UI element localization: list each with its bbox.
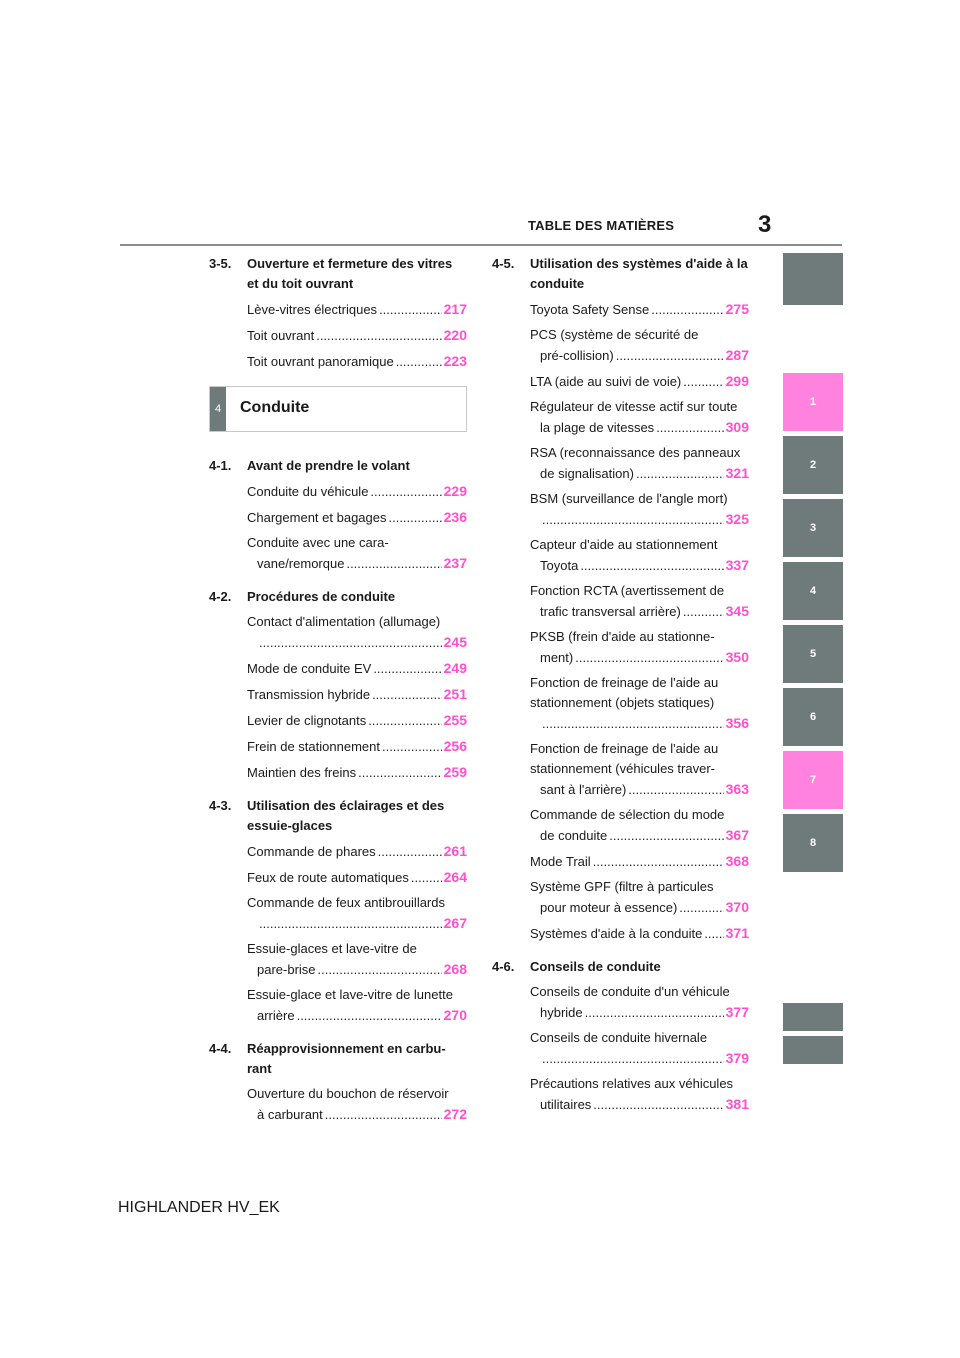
toc-entry-text: Commande de phares: [247, 844, 376, 859]
toc-entry-line: [530, 299, 749, 320]
dot-leader: [259, 633, 442, 653]
dot-leader: [683, 372, 723, 392]
toc-page-link[interactable]: 261: [443, 843, 467, 859]
toc-entry[interactable]: [530, 923, 749, 944]
dot-leader: [542, 714, 724, 734]
toc-entry-line: [530, 601, 749, 622]
chapter-tab-7[interactable]: 7: [783, 751, 843, 809]
toc-entry-text: Toit ouvrant panoramique: [247, 354, 394, 369]
section-gap: [209, 1031, 467, 1039]
chapter-tab-3[interactable]: 3: [783, 499, 843, 557]
section-gap: [492, 949, 749, 957]
toc-entry-line: [247, 762, 467, 783]
toc-entry[interactable]: [530, 325, 749, 366]
toc-entry-text: Mode de conduite EV: [247, 661, 372, 676]
toc-section-title: Procédures de conduite: [247, 589, 396, 604]
toc-entry-text: PCS (système de sécurité de: [530, 327, 699, 342]
toc-entry[interactable]: [247, 533, 467, 574]
toc-entry-text: Conseils de conduite hivernale: [530, 1030, 708, 1045]
toc-entry-line: [247, 913, 467, 934]
toc-entry[interactable]: [247, 1084, 467, 1125]
toc-entry-line: [530, 851, 749, 872]
toc-entry-text: hybride: [540, 1005, 583, 1020]
toc-page-link[interactable]: 249: [443, 660, 467, 676]
toc-entry-text: Fonction de freinage de l'aide au: [530, 675, 719, 690]
toc-entry[interactable]: [530, 627, 749, 668]
toc-entry-text: Conduite du véhicule: [247, 484, 369, 499]
toc-entry-line: [247, 867, 467, 888]
toc-entry[interactable]: [247, 351, 467, 372]
toc-entry-line: [247, 658, 467, 679]
toc-section-title: Conseils de conduite: [530, 959, 661, 974]
toc-page-link[interactable]: 309: [725, 419, 749, 435]
toc-entry-line: [530, 1094, 749, 1115]
toc-entry-line: [530, 1048, 749, 1069]
dot-leader: [411, 868, 442, 888]
toc-page-link[interactable]: 259: [443, 764, 467, 780]
toc-page-link[interactable]: 337: [725, 557, 749, 573]
dot-leader: [316, 326, 441, 346]
toc-entry[interactable]: [530, 739, 749, 800]
toc-entry[interactable]: [247, 762, 467, 783]
toc-entry[interactable]: [530, 1074, 749, 1115]
toc-section-number: 4-1.: [209, 458, 232, 473]
toc-entry-text: Lève-vitres électriques: [247, 302, 378, 317]
toc-entry[interactable]: [530, 851, 749, 872]
toc-section-number: 4-6.: [492, 959, 515, 974]
toc-entry-text: pour moteur à essence): [540, 900, 678, 915]
toc-entry-text: Transmission hybride: [247, 687, 371, 702]
chapter-tab-5[interactable]: 5: [783, 625, 843, 683]
toc-entry-line: [247, 299, 467, 320]
toc-entry[interactable]: [530, 299, 749, 320]
dot-leader: [585, 1003, 724, 1023]
toc-entry-text: BSM (surveillance de l'angle mort): [530, 491, 728, 506]
toc-page-link[interactable]: 370: [725, 899, 749, 915]
toc-entry-text: Régulateur de vitesse actif sur toute: [530, 399, 738, 414]
toc-entry-line: [247, 1005, 467, 1026]
toc-entry-text: de conduite: [540, 828, 608, 843]
chapter-tab-blank-bottom-1: [783, 1003, 843, 1031]
chapter-tab-blank-top: [783, 253, 843, 305]
toc-page-link[interactable]: 251: [443, 686, 467, 702]
dot-leader: [679, 898, 723, 918]
toc-page-link[interactable]: 220: [443, 327, 467, 343]
toc-entry-text: Fonction RCTA (avertissement de: [530, 583, 725, 598]
dot-leader: [358, 763, 442, 783]
dot-leader: [575, 648, 723, 668]
footer-model: HIGHLANDER HV_EK: [118, 1199, 280, 1216]
toc-entry-text: Ouverture du bouchon de réservoir: [247, 1086, 449, 1101]
toc-entry-text: Essuie-glaces et lave-vitre de: [247, 941, 417, 956]
chapter-heading-box: [209, 386, 467, 432]
dot-leader: [373, 659, 441, 679]
toc-entry[interactable]: [530, 1028, 749, 1069]
dot-leader: [593, 1095, 723, 1115]
toc-entry[interactable]: [530, 535, 749, 576]
toc-section-title: Utilisation des systèmes d'aide à la conduite: [530, 256, 748, 291]
section-gap: [209, 788, 467, 796]
toc-entry-line: [247, 325, 467, 346]
dot-leader: [346, 554, 441, 574]
toc-entry-text: Levier de clignotants: [247, 713, 367, 728]
toc-page-link[interactable]: 345: [725, 603, 749, 619]
toc-section-heading: [209, 587, 467, 607]
header-rule: [120, 244, 842, 246]
toc-entry-text: la plage de vitesses: [540, 420, 655, 435]
dot-leader: [259, 914, 442, 934]
toc-page-link[interactable]: 270: [443, 1007, 467, 1023]
toc-entry-text: LTA (aide au suivi de voie): [530, 374, 682, 389]
toc-entry-text: vane/remorque: [257, 556, 345, 571]
toc-entry[interactable]: [530, 805, 749, 846]
toc-section-title: Ouverture et fermeture des vitres et du toit ouvrant: [247, 256, 453, 291]
toc-entry-line: [247, 481, 467, 502]
page-number: 3: [758, 211, 772, 238]
toc-page-link[interactable]: 287: [725, 347, 749, 363]
toc-entry-line: [247, 553, 467, 574]
toc-page-link[interactable]: 267: [443, 915, 467, 931]
toc-entry-text: à carburant: [257, 1107, 323, 1122]
toc-section-heading: [209, 456, 467, 476]
toc-page-link[interactable]: 377: [725, 1004, 749, 1020]
toc-entry-text: Feux de route automatiques: [247, 870, 409, 885]
toc-entry-text: utilitaires: [540, 1097, 592, 1112]
toc-section-heading: [209, 254, 467, 294]
toc-entry-line: [530, 345, 749, 366]
toc-entry-line: [530, 509, 749, 530]
chapter-tab-1[interactable]: 1: [783, 373, 843, 431]
toc-entry-line: [530, 779, 749, 800]
toc-entry[interactable]: [247, 841, 467, 862]
toc-section-number: 3-5.: [209, 256, 232, 271]
dot-leader: [379, 300, 442, 320]
toc-section-heading: [209, 1039, 467, 1079]
dot-leader: [382, 737, 442, 757]
section-gap: [209, 579, 467, 587]
toc-page-link[interactable]: 236: [443, 509, 467, 525]
toc-section-number: 4-4.: [209, 1041, 232, 1056]
toc-page-link[interactable]: 223: [443, 353, 467, 369]
toc-page-link[interactable]: 264: [443, 869, 467, 885]
toc-section-title: Avant de prendre le volant: [247, 458, 410, 473]
toc-entry-text: Commande de sélection du mode: [530, 807, 725, 822]
toc-entry-line: [247, 507, 467, 528]
toc-entry[interactable]: [247, 481, 467, 502]
toc-entry-line: [530, 713, 749, 734]
toc-section-title: Réapprovisionnement en carbu-rant: [247, 1041, 446, 1076]
dot-leader: [609, 826, 723, 846]
toc-entry-line: [247, 1104, 467, 1125]
toc-entry-line: [530, 463, 749, 484]
dot-leader: [704, 924, 723, 944]
page-header-title: TABLE DES MATIÈRES: [528, 218, 675, 233]
chapter-title: Conduite: [240, 399, 310, 416]
toc-entry-line: [247, 841, 467, 862]
toc-entry-line: [247, 710, 467, 731]
dot-leader: [628, 780, 723, 800]
dot-leader: [542, 510, 724, 530]
toc-section-title: Utilisation des éclairages et des essuie-glaces: [247, 798, 445, 833]
toc-entry-text: trafic transversal arrière): [540, 604, 681, 619]
toc-page-link[interactable]: 321: [725, 465, 749, 481]
toc-entry-line: [530, 897, 749, 918]
toc-entry[interactable]: [247, 867, 467, 888]
toc-page-link[interactable]: 371: [725, 925, 749, 941]
toc-left-column: [209, 254, 467, 1130]
dot-leader: [378, 842, 442, 862]
toc-entry-text: Commande de feux antibrouillards: [247, 895, 445, 910]
toc-page-link[interactable]: 229: [443, 483, 467, 499]
toc-page-link[interactable]: 217: [443, 301, 467, 317]
toc-entry[interactable]: [247, 736, 467, 757]
toc-entry-text: stationnement (véhicules traver-: [530, 761, 715, 776]
toc-entry-text: Contact d'alimentation (allumage): [247, 614, 441, 629]
dot-leader: [656, 418, 723, 438]
toc-page-link[interactable]: 245: [443, 634, 467, 650]
chapter-tab-blank-bottom-2: [783, 1036, 843, 1064]
toc-entry[interactable]: [247, 299, 467, 320]
toc-entry[interactable]: [530, 673, 749, 734]
toc-page-link[interactable]: 363: [725, 781, 749, 797]
toc-entry-text: stationnement (objets statiques): [530, 695, 715, 710]
toc-entry-line: [247, 632, 467, 653]
toc-entry-text: Système GPF (filtre à particules: [530, 879, 714, 894]
dot-leader: [396, 352, 442, 372]
toc-entry-line: [247, 684, 467, 705]
toc-entry[interactable]: [530, 581, 749, 622]
dot-leader: [636, 464, 724, 484]
toc-entry-line: [530, 923, 749, 944]
toc-page-link[interactable]: 268: [443, 961, 467, 977]
toc-entry-text: Chargement et bagages: [247, 510, 387, 525]
toc-page-link[interactable]: 367: [725, 827, 749, 843]
toc-entry-text: Essuie-glace et lave-vitre de lunette: [247, 987, 453, 1002]
toc-entry[interactable]: [247, 325, 467, 346]
toc-entry[interactable]: [530, 877, 749, 918]
toc-entry-text: Toyota: [540, 558, 579, 573]
toc-entry-text: ment): [540, 650, 574, 665]
toc-entry-line: [530, 417, 749, 438]
chapter-tab-4[interactable]: 4: [783, 562, 843, 620]
dot-leader: [318, 960, 442, 980]
toc-entry[interactable]: [247, 710, 467, 731]
chapter-number-tab: 4: [210, 387, 226, 431]
toc-entry[interactable]: [530, 982, 749, 1023]
toc-entry-text: pare-brise: [257, 962, 316, 977]
toc-entry[interactable]: [247, 658, 467, 679]
toc-entry-line: [530, 647, 749, 668]
dot-leader: [388, 508, 441, 528]
toc-entry-text: Capteur d'aide au stationnement: [530, 537, 718, 552]
toc-section-number: 4-3.: [209, 798, 232, 813]
toc-page-link[interactable]: 256: [443, 738, 467, 754]
toc-entry-text: Toit ouvrant: [247, 328, 315, 343]
toc-page-link[interactable]: 381: [725, 1096, 749, 1112]
toc-entry-text: de signalisation): [540, 466, 634, 481]
toc-entry[interactable]: [530, 397, 749, 438]
chapter-tab-2[interactable]: 2: [783, 436, 843, 494]
toc-entry[interactable]: [247, 939, 467, 980]
toc-entry[interactable]: [247, 612, 467, 653]
toc-entry-text: PKSB (frein d'aide au stationne-: [530, 629, 715, 644]
toc-entry-text: sant à l'arrière): [540, 782, 627, 797]
chapter-tab-6[interactable]: 6: [783, 688, 843, 746]
toc-page-link[interactable]: 350: [725, 649, 749, 665]
dot-leader: [325, 1105, 442, 1125]
toc-entry-line: [530, 555, 749, 576]
toc-entry-text: Maintien des freins: [247, 765, 357, 780]
toc-page-link[interactable]: 299: [725, 373, 749, 389]
toc-page-link[interactable]: 272: [443, 1106, 467, 1122]
toc-entry-line: [530, 825, 749, 846]
toc-entry-text: pré-collision): [540, 348, 614, 363]
toc-entry-line: [530, 371, 749, 392]
toc-page-link[interactable]: 368: [725, 853, 749, 869]
dot-leader: [580, 556, 723, 576]
toc-entry-line: [247, 351, 467, 372]
toc-entry-text: Toyota Safety Sense: [530, 302, 650, 317]
toc-entry-text: Fonction de freinage de l'aide au: [530, 741, 719, 756]
toc-section-number: 4-2.: [209, 589, 232, 604]
toc-page-link[interactable]: 275: [725, 301, 749, 317]
toc-page-link[interactable]: 255: [443, 712, 467, 728]
toc-page-link[interactable]: 325: [725, 511, 749, 527]
toc-page-link[interactable]: 379: [725, 1050, 749, 1066]
dot-leader: [370, 482, 441, 502]
toc-entry-line: [530, 1002, 749, 1023]
toc-entry[interactable]: [247, 893, 467, 934]
toc-entry-text: Précautions relatives aux véhicules: [530, 1076, 734, 1091]
toc-entry-text: Mode Trail: [530, 854, 591, 869]
toc-entry[interactable]: [530, 489, 749, 530]
dot-leader: [651, 300, 723, 320]
toc-entry-line: [247, 959, 467, 980]
dot-leader: [372, 685, 442, 705]
dot-leader: [542, 1049, 724, 1069]
toc-entry-text: arrière: [257, 1008, 295, 1023]
toc-section-heading: [209, 796, 467, 836]
toc-entry-text: Frein de stationnement: [247, 739, 380, 754]
toc-entry-text: RSA (reconnaissance des panneaux: [530, 445, 741, 460]
toc-entry[interactable]: [247, 507, 467, 528]
toc-entry-text: Conduite avec une cara-: [247, 535, 389, 550]
toc-entry[interactable]: [247, 985, 467, 1026]
toc-entry[interactable]: [530, 443, 749, 484]
toc-right-column: [492, 254, 749, 1120]
dot-leader: [368, 711, 441, 731]
toc-page-link[interactable]: 237: [443, 555, 467, 571]
toc-section-heading: [492, 254, 749, 294]
toc-entry-text: Conseils de conduite d'un véhicule: [530, 984, 730, 999]
dot-leader: [297, 1006, 442, 1026]
toc-page-link[interactable]: 356: [725, 715, 749, 731]
toc-section-heading: [492, 957, 749, 977]
toc-entry[interactable]: [530, 371, 749, 392]
dot-leader: [683, 602, 724, 622]
dot-leader: [593, 852, 724, 872]
toc-entry-text: Systèmes d'aide à la conduite: [530, 926, 703, 941]
chapter-tab-8[interactable]: 8: [783, 814, 843, 872]
toc-entry[interactable]: [247, 684, 467, 705]
toc-entry-line: [247, 736, 467, 757]
toc-section-number: 4-5.: [492, 256, 515, 271]
dot-leader: [616, 346, 724, 366]
